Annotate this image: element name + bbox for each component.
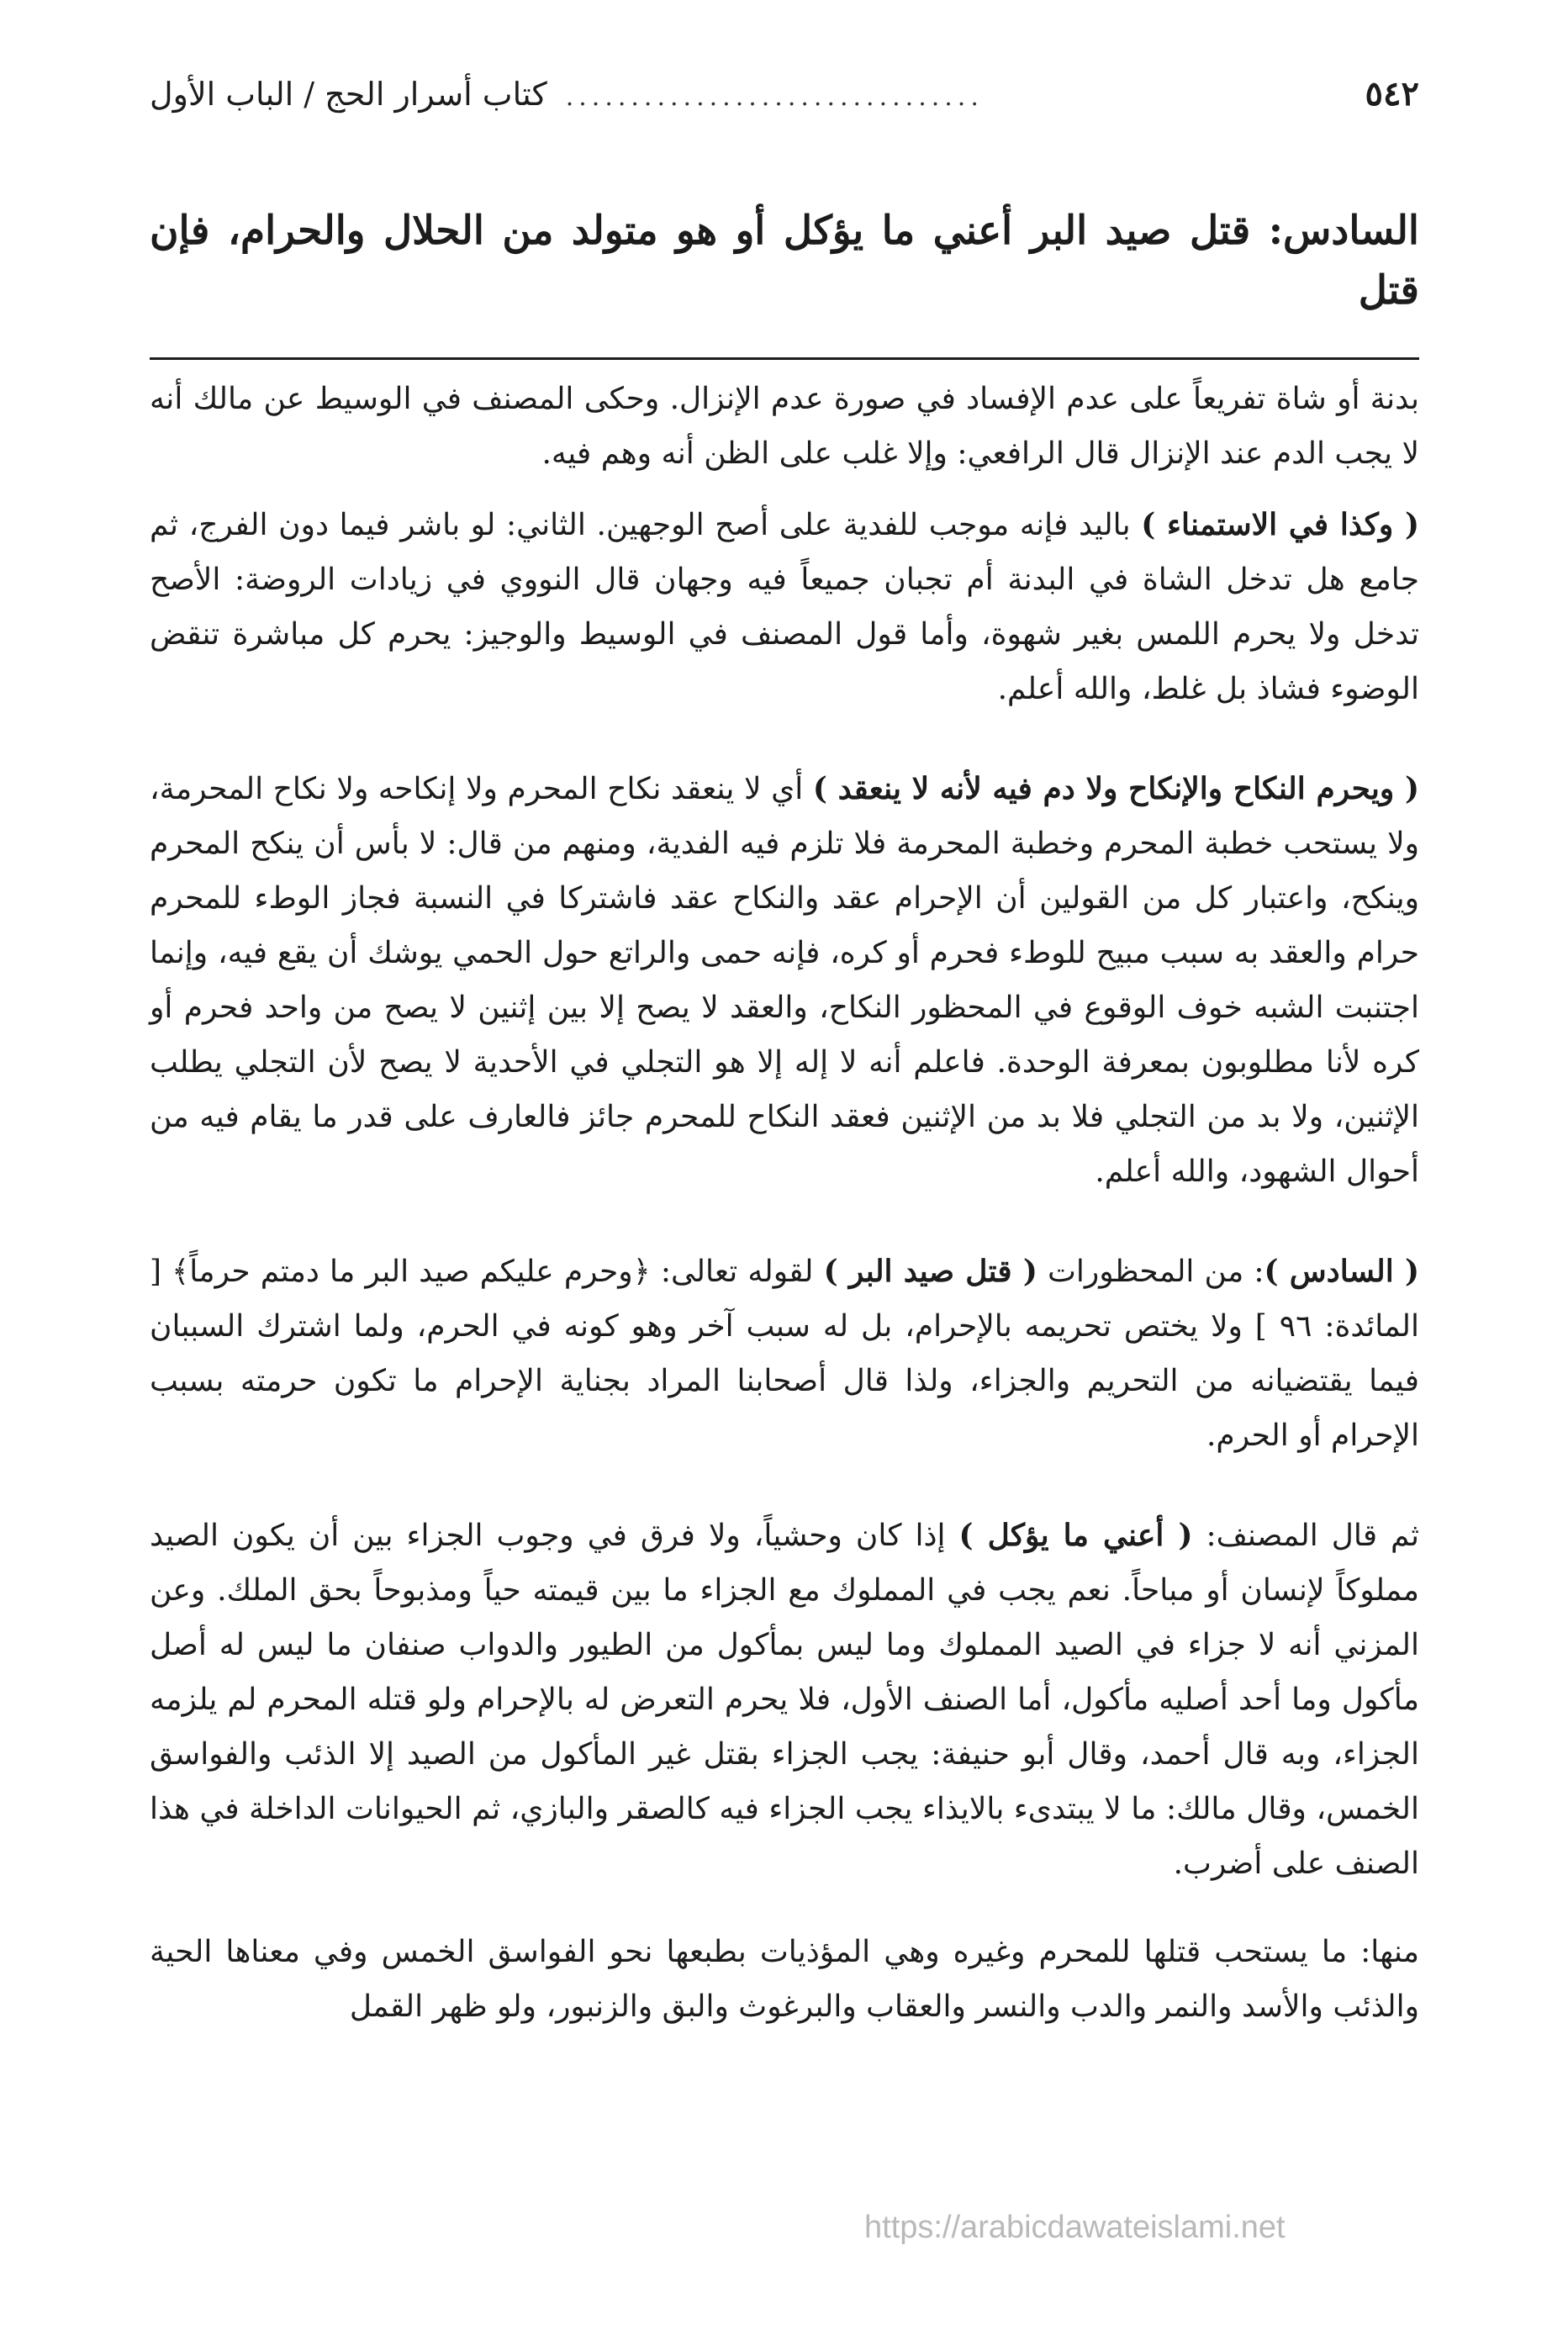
page-number: ٥٤٢ xyxy=(1365,74,1419,114)
quoted-matn: ( وكذا في الاستمناء ) xyxy=(1141,507,1420,542)
commentary-paragraph-6 xyxy=(150,1925,1419,2034)
main-text-line: السادس: قتل صيد البر أعني ما يؤكل أو هو متولد من الحلال والحرام، فإن قتل xyxy=(150,208,1419,314)
commentary-paragraph-5 xyxy=(150,1508,1419,1891)
paragraph-text: باليد فإنه موجب للفدية على أصح الوجهين. الثاني: لو باشر فيما دون الفرج، ثم جامع هل تدخل الشاة في البدنة أم تجبان جميعاً فيه وجهان قال النووي في زيادات الروضة: الأصح تدخل ولا يحرم اللمس بغير شهوة، وأما قول المصنف في الوسيط والوجيز: يحرم كل مباشرة تنقض الوضوء فشاذ بل غلط، والله أعلم. xyxy=(150,508,1419,706)
book-page xyxy=(150,74,1419,2277)
paragraph-text: أي لا ينعقد نكاح المحرم ولا إنكاحه ولا نكاح المحرمة، ولا يستحب خطبة المحرم وخطبة المحرمة فلا تلزم فيه الفدية، ومنهم من قال: لا بأس أن ينكح المحرم وينكح، واعتبار كل من القولين أن الإحرام عقد والنكاح عقد فاشتركا في النسبة فجاز الوطء للمحرم حرام والعقد به سبب مبيح للوطء فحرم أو كره، فإنه حمى والراتع حول الحمي يوشك أن يقع فيه، وإنما اجتنبت الشبه خوف الوقوع في المحظور النكاح، والعقد لا يصح إلا بين إثنين لا يصح من واحد فحرم أو كره لأنا مطلوبون بمعرفة الوحدة. فاعلم أنه لا إله إلا هو التجلي في الأحدية لا يصح لأن التجلي يطلب الإثنين، ولا بد من التجلي فلا بد من الإثنين فعقد النكاح للمحرم جائز فالعارف على قدر ما يقام فيه من أحوال الشهود، والله أعلم. xyxy=(150,772,1420,1189)
commentary-paragraph-4 xyxy=(150,1244,1419,1463)
separator-rule xyxy=(150,357,1419,360)
commentary-paragraph-2 xyxy=(150,498,1419,716)
quoted-matn: ( قتل صيد البر ) xyxy=(823,1254,1037,1289)
site-watermark: https://arabicdawateislami.net xyxy=(864,2210,1286,2245)
paragraph-text: ثم قال المصنف: xyxy=(1192,1519,1420,1553)
paragraph-text: لقوله تعالى: ﴿وحرم عليكم صيد البر ما دمتم حرماً﴾ [ المائدة: ٩٦ ] ولا يختص تحريمه بالإحرام، بل له سبب آخر وهو كونه في الحرم، ولما اشترك السببان فيما يقتضيانه من التحريم والجزاء، ولذا قال أصحابنا المراد بجناية الإحرام ما تكون حرمته بسبب الإحرام أو الحرم. xyxy=(150,1255,1420,1453)
paragraph-text: إذا كان وحشياً، ولا فرق في وجوب الجزاء بين أن يكون الصيد مملوكاً لإنسان أو مباحاً. نعم يجب في المملوك مع الجزاء ما بين قيمته حياً ومذبوحاً بحق الملك. وعن المزني أنه لا جزاء في الصيد المملوك وما ليس بمأكول من الطيور والدواب صنفان ما ليس له أصل مأكول وما أحد أصليه مأكول، أما الصنف الأول، فلا يحرم التعرض له بالإحرام ولو قتله المحرم لم يلزمه الجزاء، وبه قال أحمد، وقال أبو حنيفة: يجب الجزاء بقتل غير المأكول من الصيد إلا الذئب والفواسق الخمس، وقال مالك: ما لا يبتدىء بالايذاء يجب الجزاء فيه كالصقر والبازي، ثم الحيوانات الداخلة في هذا الصنف على أضرب. xyxy=(150,1519,1420,1881)
paragraph-text: : من المحظورات xyxy=(1037,1255,1264,1289)
commentary-paragraph-1 xyxy=(150,372,1419,481)
leader-dots: ................................ xyxy=(565,82,984,112)
quoted-matn: ( السادس ) xyxy=(1264,1254,1419,1289)
commentary-paragraph-3 xyxy=(150,762,1419,1199)
quoted-matn: ( أعني ما يؤكل ) xyxy=(958,1518,1193,1553)
paragraph-text: بدنة أو شاة تفريعاً على عدم الإفساد في صورة عدم الإنزال. وحكى المصنف في الوسيط عن مالك أنه لا يجب الدم عند الإنزال قال الرافعي: وإلا غلب على الظن أنه وهم فيه. xyxy=(150,382,1419,471)
running-header xyxy=(150,74,1419,133)
quoted-matn: ( ويحرم النكاح والإنكاح ولا دم فيه لأنه لا ينعقد ) xyxy=(812,771,1419,806)
chapter-title: كتاب أسرار الحج / الباب الأول xyxy=(150,76,547,113)
paragraph-text: منها: ما يستحب قتلها للمحرم وغيره وهي المؤذيات بطبعها نحو الفواسق الخمس وفي معناها الحية والذئب والأسد والنمر والدب والنسر والعقاب والبرغوث والبق والزنبور، ولو ظهر القمل xyxy=(150,1935,1420,2024)
